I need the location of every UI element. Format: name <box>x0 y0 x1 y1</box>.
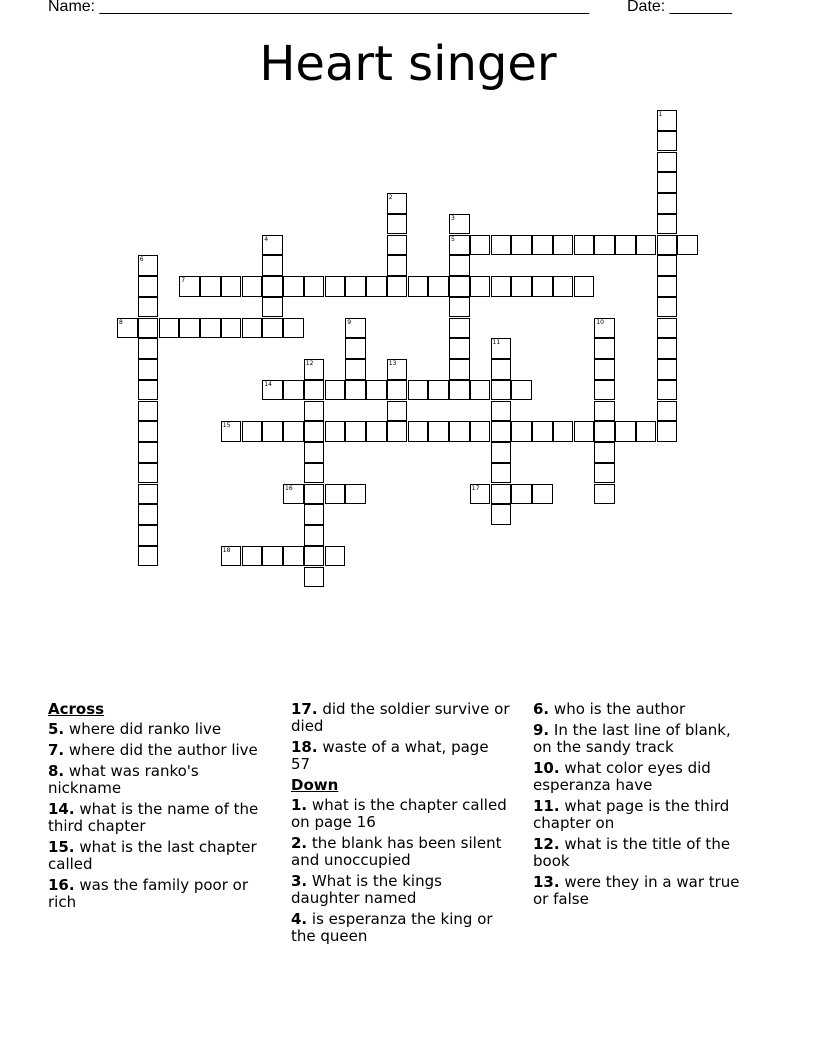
clue-down-11: 11. what page is the third chapter on <box>533 797 730 832</box>
crossword-cell[interactable] <box>138 297 159 318</box>
crossword-cell[interactable] <box>491 380 512 401</box>
cell-number: 18 <box>222 546 231 554</box>
crossword-cell[interactable] <box>428 421 449 442</box>
crossword-cell[interactable] <box>138 276 159 297</box>
cell-number: 15 <box>222 422 231 430</box>
crossword-cell[interactable] <box>511 421 532 442</box>
crossword-cell[interactable] <box>283 318 304 339</box>
crossword-cell[interactable] <box>304 484 325 505</box>
crossword-cell[interactable] <box>428 276 449 297</box>
crossword-cell[interactable] <box>138 255 159 276</box>
crossword-cell[interactable] <box>532 276 553 297</box>
crossword-cell[interactable] <box>221 421 242 442</box>
crossword-cell[interactable] <box>594 401 615 422</box>
cell-number: 7 <box>181 277 186 284</box>
crossword-cell[interactable] <box>138 463 159 484</box>
crossword-cell[interactable] <box>657 318 678 339</box>
crossword-cell[interactable] <box>449 421 470 442</box>
crossword-cell[interactable] <box>283 421 304 442</box>
crossword-cell[interactable] <box>345 380 366 401</box>
crossword-cell[interactable] <box>138 318 159 339</box>
crossword-cell[interactable] <box>449 380 470 401</box>
crossword-cell[interactable] <box>408 276 429 297</box>
crossword-cell[interactable] <box>262 421 283 442</box>
clues-column-1 <box>48 701 268 915</box>
crossword-cell[interactable] <box>657 152 678 173</box>
crossword-cell[interactable] <box>138 380 159 401</box>
cell-number: 10 <box>596 318 604 326</box>
clue-down-3: 3. What is the kings daughter named <box>291 872 442 907</box>
crossword-cell[interactable] <box>408 421 429 442</box>
crossword-cell[interactable] <box>304 442 325 463</box>
crossword-cell[interactable] <box>553 276 574 297</box>
clue-down-4: 4. is esperanza the king or the queen <box>291 910 493 945</box>
clue-down-6: 6. who is the author <box>533 700 686 718</box>
crossword-cell[interactable] <box>574 276 595 297</box>
crossword-cell[interactable] <box>657 255 678 276</box>
crossword-cell[interactable] <box>657 235 678 256</box>
crossword-cell[interactable] <box>138 338 159 359</box>
crossword-cell[interactable] <box>574 421 595 442</box>
crossword-cell[interactable] <box>387 401 408 422</box>
crossword-cell[interactable] <box>491 504 512 525</box>
crossword-cell[interactable] <box>242 421 263 442</box>
crossword-cell[interactable] <box>615 421 636 442</box>
crossword-cell[interactable] <box>283 546 304 567</box>
crossword-cell[interactable] <box>138 401 159 422</box>
clue-down-2: 2. the blank has been silent and unoccupied <box>291 834 502 869</box>
crossword-cell[interactable] <box>594 359 615 380</box>
crossword-cell[interactable] <box>345 359 366 380</box>
crossword-cell[interactable] <box>470 421 491 442</box>
cell-number: 17 <box>471 484 480 492</box>
crossword-cell[interactable] <box>657 110 678 131</box>
crossword-cell[interactable] <box>491 463 512 484</box>
crossword-cell[interactable] <box>553 235 574 256</box>
crossword-cell[interactable] <box>449 297 470 318</box>
crossword-cell[interactable] <box>387 421 408 442</box>
cell-number: 16 <box>285 484 293 492</box>
clue-across-16: 16. was the family poor or rich <box>48 876 249 911</box>
crossword-cell[interactable] <box>594 484 615 505</box>
crossword-cell[interactable] <box>262 318 283 339</box>
crossword-cell[interactable] <box>387 255 408 276</box>
cell-number: 11 <box>492 339 501 347</box>
page-title: Heart singer <box>259 36 557 92</box>
clue-across-5: 5. where did ranko live <box>48 720 222 738</box>
crossword-cell[interactable] <box>345 421 366 442</box>
crossword-cell[interactable] <box>387 235 408 256</box>
crossword-cell[interactable] <box>200 318 221 339</box>
crossword-cell[interactable] <box>574 235 595 256</box>
crossword-cell[interactable] <box>470 276 491 297</box>
crossword-cell[interactable] <box>242 546 263 567</box>
crossword-cell[interactable] <box>262 255 283 276</box>
crossword-cell[interactable] <box>221 276 242 297</box>
clues-column-3 <box>533 701 753 912</box>
crossword-cell[interactable] <box>387 276 408 297</box>
crossword-cell[interactable] <box>304 401 325 422</box>
crossword-cell[interactable] <box>657 421 678 442</box>
cell-number: 13 <box>388 360 397 367</box>
cell-number: 1 <box>658 111 663 118</box>
crossword-cell[interactable] <box>657 380 678 401</box>
crossword-cell[interactable] <box>283 380 304 401</box>
crossword-cell[interactable] <box>304 380 325 401</box>
crossword-cell[interactable] <box>221 546 242 567</box>
crossword-cell[interactable] <box>511 380 532 401</box>
cell-number: 3 <box>451 214 455 222</box>
crossword-cell[interactable] <box>262 276 283 297</box>
crossword-cell[interactable] <box>345 338 366 359</box>
crossword-cell[interactable] <box>159 318 180 339</box>
crossword-cell[interactable] <box>242 318 263 339</box>
crossword-cell[interactable] <box>387 380 408 401</box>
crossword-cell[interactable] <box>553 421 574 442</box>
cell-number: 8 <box>119 318 123 326</box>
crossword-cell[interactable] <box>304 525 325 546</box>
crossword-cell[interactable] <box>138 484 159 505</box>
clue-across-15: 15. what is the last chapter called <box>48 838 257 873</box>
crossword-cell[interactable] <box>511 484 532 505</box>
crossword-cell[interactable] <box>594 338 615 359</box>
crossword-cell[interactable] <box>325 380 346 401</box>
crossword-cell[interactable] <box>657 401 678 422</box>
crossword-cell[interactable] <box>138 421 159 442</box>
crossword-cell[interactable] <box>594 318 615 339</box>
crossword-cell[interactable] <box>345 484 366 505</box>
crossword-cell[interactable] <box>449 255 470 276</box>
crossword-cell[interactable] <box>242 276 263 297</box>
crossword-cell[interactable] <box>449 235 470 256</box>
crossword-cell[interactable] <box>304 359 325 380</box>
crossword-cell[interactable] <box>532 484 553 505</box>
cell-number: 14 <box>264 380 272 388</box>
crossword-cell[interactable] <box>470 484 491 505</box>
crossword-cell[interactable] <box>262 380 283 401</box>
crossword-cell[interactable] <box>408 380 429 401</box>
crossword-cell[interactable] <box>366 380 387 401</box>
crossword-cell[interactable] <box>594 421 615 442</box>
crossword-cell[interactable] <box>511 276 532 297</box>
crossword-cell[interactable] <box>304 504 325 525</box>
crossword-cell[interactable] <box>366 421 387 442</box>
across-heading: Across <box>48 700 105 718</box>
cell-number: 9 <box>347 318 352 326</box>
crossword-cell[interactable] <box>491 276 512 297</box>
crossword-cell[interactable] <box>532 421 553 442</box>
crossword-cell[interactable] <box>491 235 512 256</box>
crossword-cell[interactable] <box>615 235 636 256</box>
crossword-cell[interactable] <box>179 276 200 297</box>
crossword-cell[interactable] <box>117 318 138 339</box>
clue-down-10: 10. what color eyes did esperanza have <box>533 759 711 794</box>
clue-across-14: 14. what is the name of the third chapter <box>48 800 259 835</box>
crossword-cell[interactable] <box>179 318 200 339</box>
cell-number: 6 <box>139 256 144 264</box>
clues-column-2 <box>291 701 511 949</box>
cell-number: 12 <box>305 360 314 367</box>
crossword-cell[interactable] <box>491 359 512 380</box>
crossword-cell[interactable] <box>138 359 159 380</box>
crossword-cell[interactable] <box>387 359 408 380</box>
crossword-cell[interactable] <box>657 359 678 380</box>
crossword-cell[interactable] <box>532 235 553 256</box>
crossword-cell[interactable] <box>449 338 470 359</box>
clue-down-1: 1. what is the chapter called on page 16 <box>291 796 507 831</box>
crossword-cell[interactable] <box>200 276 221 297</box>
crossword-cell[interactable] <box>636 421 657 442</box>
crossword-cell[interactable] <box>657 193 678 214</box>
cell-number: 4 <box>264 235 269 243</box>
crossword-cell[interactable] <box>677 235 698 256</box>
crossword-cell[interactable] <box>657 172 678 193</box>
crossword-cell[interactable] <box>594 380 615 401</box>
clue-across-17: 17. did the soldier survive or died <box>291 700 510 735</box>
crossword-cell[interactable] <box>657 338 678 359</box>
crossword-cell[interactable] <box>345 318 366 339</box>
date-field-label: Date: _______ <box>627 0 732 15</box>
down-heading: Down <box>291 776 339 794</box>
crossword-cell[interactable] <box>283 276 304 297</box>
crossword-cell[interactable] <box>657 297 678 318</box>
crossword-cell[interactable] <box>138 525 159 546</box>
cell-number: 2 <box>388 194 393 201</box>
crossword-cell[interactable] <box>304 463 325 484</box>
crossword-cell[interactable] <box>262 297 283 318</box>
crossword-cell[interactable] <box>636 235 657 256</box>
crossword-cell[interactable] <box>491 442 512 463</box>
crossword-cell[interactable] <box>470 380 491 401</box>
crossword-cell[interactable] <box>138 442 159 463</box>
crossword-cell[interactable] <box>325 421 346 442</box>
crossword-cell[interactable] <box>304 546 325 567</box>
crossword-cell[interactable] <box>491 421 512 442</box>
crossword-cell[interactable] <box>511 235 532 256</box>
crossword-cell[interactable] <box>325 276 346 297</box>
crossword-cell[interactable] <box>262 235 283 256</box>
crossword-cell[interactable] <box>491 338 512 359</box>
crossword-cell[interactable] <box>594 463 615 484</box>
crossword-cell[interactable] <box>594 442 615 463</box>
cell-number: 5 <box>451 235 455 243</box>
crossword-cell[interactable] <box>325 484 346 505</box>
crossword-cell[interactable] <box>138 546 159 567</box>
crossword-cell[interactable] <box>283 484 304 505</box>
clue-across-18: 18. waste of a what, page 57 <box>291 738 489 773</box>
crossword-cell[interactable] <box>491 484 512 505</box>
crossword-cell[interactable] <box>138 504 159 525</box>
crossword-cell[interactable] <box>325 546 346 567</box>
crossword-cell[interactable] <box>449 276 470 297</box>
crossword-cell[interactable] <box>345 276 366 297</box>
crossword-cell[interactable] <box>594 235 615 256</box>
crossword-cell[interactable] <box>304 421 325 442</box>
crossword-cell[interactable] <box>262 546 283 567</box>
crossword-cell[interactable] <box>304 276 325 297</box>
crossword-cell[interactable] <box>449 318 470 339</box>
crossword-cell[interactable] <box>428 380 449 401</box>
crossword-cell[interactable] <box>304 567 325 588</box>
crossword-cell[interactable] <box>657 131 678 152</box>
crossword-cell[interactable] <box>657 214 678 235</box>
crossword-cell[interactable] <box>470 235 491 256</box>
clue-down-12: 12. what is the title of the book <box>533 835 731 870</box>
crossword-cell[interactable] <box>387 214 408 235</box>
crossword-cell[interactable] <box>657 276 678 297</box>
crossword-cell[interactable] <box>449 359 470 380</box>
clue-down-13: 13. were they in a war true or false <box>533 873 740 908</box>
crossword-cell[interactable] <box>366 276 387 297</box>
crossword-cell[interactable] <box>387 193 408 214</box>
clue-down-9: 9. In the last line of blank, on the sandy track <box>533 721 731 756</box>
crossword-cell[interactable] <box>449 214 470 235</box>
crossword-cell[interactable] <box>491 401 512 422</box>
name-field-label: Name: _______________________________________________________ <box>48 0 589 15</box>
crossword-cell[interactable] <box>221 318 242 339</box>
clue-across-8: 8. what was ranko's nickname <box>48 762 199 797</box>
clue-across-7: 7. where did the author live <box>48 741 258 759</box>
